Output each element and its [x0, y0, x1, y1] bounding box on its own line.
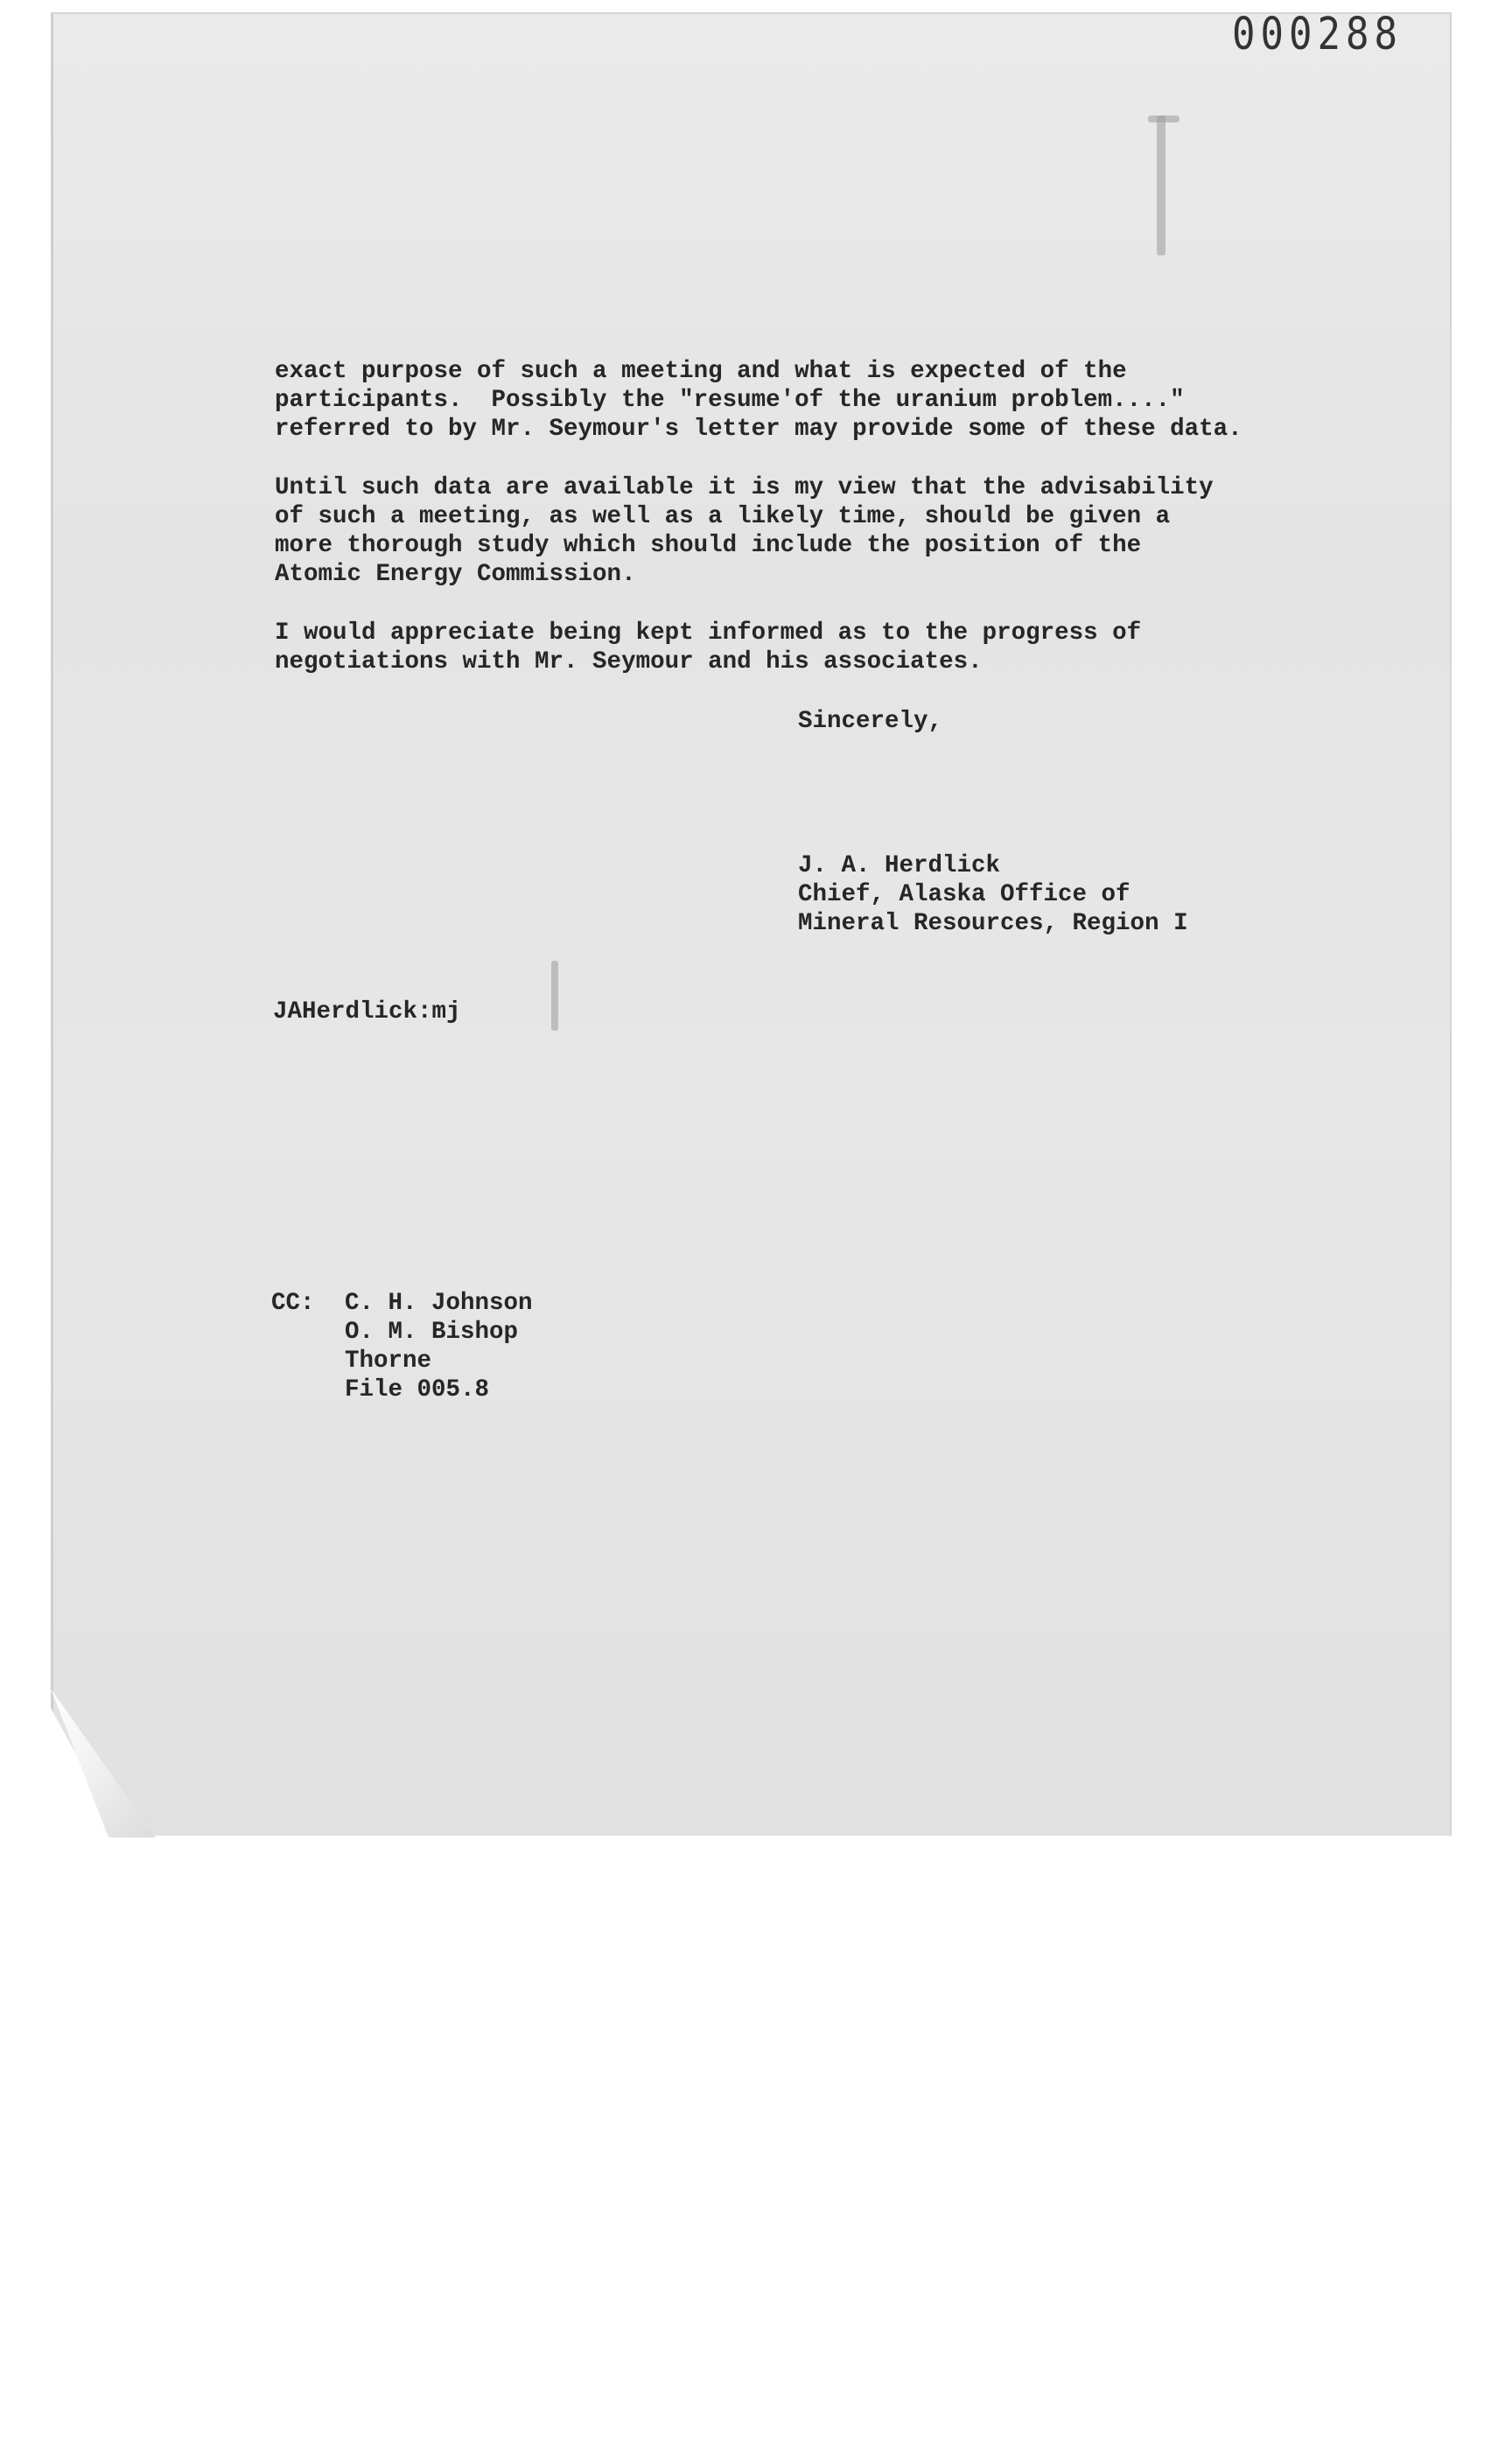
paragraph-2 [275, 473, 1214, 589]
staple-mark-top [1148, 116, 1180, 122]
text-line: Until such data are available it is my view that the advisability [275, 474, 1214, 501]
text-line: exact purpose of such a meeting and what is expected of the [275, 358, 1127, 385]
text-line: I would appreciate being kept informed as to the progress of [275, 620, 1142, 647]
cc-recipient: File 005.8 [345, 1376, 490, 1404]
signature-line: Mineral Resources, Region I [798, 910, 1188, 937]
text-line: negotiations with Mr. Seymour and his associates. [275, 648, 983, 676]
staple-mark [1157, 116, 1166, 256]
paragraph-3 [275, 619, 1141, 676]
text-line: of such a meeting, as well as a likely time, should be given a [275, 503, 1171, 530]
typist-initials: JAHerdlick:mj [273, 998, 461, 1026]
signature-line: J. A. Herdlick [798, 852, 1001, 879]
text-line: participants. Possibly the "resume'of the uranium problem...." [275, 387, 1185, 414]
cc-recipient: O. M. Bishop [345, 1319, 519, 1346]
paragraph-1 [275, 357, 1242, 444]
cc-recipient: Thorne [345, 1348, 432, 1375]
paper-sheet [51, 12, 1452, 1836]
cc-list [345, 1289, 533, 1404]
document-number: 000288 [1232, 9, 1403, 60]
punch-mark [551, 961, 558, 1031]
signature-line: Chief, Alaska Office of [798, 881, 1130, 908]
cc-recipient: C. H. Johnson [345, 1290, 533, 1317]
text-line: more thorough study which should include the position of the [275, 532, 1142, 559]
closing: Sincerely, [798, 708, 943, 735]
text-line: Atomic Energy Commission. [275, 561, 636, 588]
signature-block [798, 851, 1188, 938]
text-line: referred to by Mr. Seymour's letter may provide some of these data. [275, 416, 1242, 443]
cc-label: CC: [271, 1290, 315, 1317]
